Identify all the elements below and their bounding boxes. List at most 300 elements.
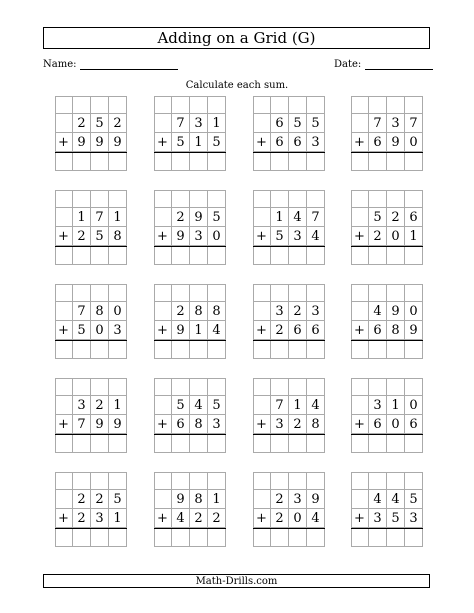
- grid-cell[interactable]: [91, 378, 109, 396]
- problem-8: [351, 190, 423, 265]
- answer-cell[interactable]: [109, 340, 127, 359]
- grid-cell[interactable]: [91, 190, 109, 208]
- problem-14: [154, 378, 226, 453]
- instructions: Calculate each sum.: [185, 80, 289, 91]
- answer-cell[interactable]: [369, 152, 387, 171]
- grid-cell[interactable]: [271, 96, 289, 114]
- answer-cell[interactable]: [405, 340, 423, 359]
- grid-cell[interactable]: [307, 190, 325, 208]
- problem-13: [55, 378, 127, 453]
- answer-cell[interactable]: [73, 434, 91, 453]
- grid-cell: [55, 302, 73, 321]
- top-digit: 8: [190, 490, 208, 509]
- answer-cell[interactable]: [369, 246, 387, 265]
- answer-cell[interactable]: [172, 340, 190, 359]
- answer-cell[interactable]: [351, 340, 369, 359]
- top-digit: 2: [73, 114, 91, 133]
- answer-cell[interactable]: [307, 528, 325, 547]
- problem-12: [351, 284, 423, 359]
- answer-cell[interactable]: [91, 340, 109, 359]
- grid-cell[interactable]: [289, 190, 307, 208]
- answer-cell[interactable]: [369, 434, 387, 453]
- grid-cell[interactable]: [208, 96, 226, 114]
- sum-line: [253, 340, 325, 341]
- answer-cell[interactable]: [405, 246, 423, 265]
- answer-cell[interactable]: [73, 340, 91, 359]
- answer-cell[interactable]: [172, 434, 190, 453]
- answer-cell[interactable]: [91, 434, 109, 453]
- name-line[interactable]: [80, 58, 178, 70]
- grid-cell[interactable]: [289, 472, 307, 490]
- top-digit: 9: [307, 490, 325, 509]
- bottom-digit: 5: [91, 227, 109, 246]
- answer-cell[interactable]: [172, 246, 190, 265]
- grid-cell[interactable]: [190, 472, 208, 490]
- bottom-digit: 3: [307, 133, 325, 152]
- grid-cell[interactable]: [190, 284, 208, 302]
- bottom-digit: 9: [109, 133, 127, 152]
- answer-cell[interactable]: [387, 528, 405, 547]
- plus-sign: +: [154, 133, 172, 152]
- answer-cell[interactable]: [91, 246, 109, 265]
- top-digit: 2: [172, 208, 190, 227]
- grid-cell[interactable]: [172, 96, 190, 114]
- bottom-digit: 3: [271, 415, 289, 434]
- answer-cell[interactable]: [271, 246, 289, 265]
- problem-18: [154, 472, 226, 547]
- grid-cell[interactable]: [109, 190, 127, 208]
- plus-sign: +: [55, 321, 73, 340]
- top-digit: 1: [208, 490, 226, 509]
- answer-cell[interactable]: [351, 528, 369, 547]
- top-digit: 3: [387, 114, 405, 133]
- answer-cell[interactable]: [172, 152, 190, 171]
- grid-cell[interactable]: [73, 284, 91, 302]
- bottom-digit: 1: [109, 509, 127, 528]
- plus-sign: +: [154, 509, 172, 528]
- top-digit: 7: [369, 114, 387, 133]
- plus-sign: +: [253, 321, 271, 340]
- grid-cell[interactable]: [73, 96, 91, 114]
- answer-cell[interactable]: [253, 246, 271, 265]
- bottom-digit: 0: [405, 133, 423, 152]
- grid-cell[interactable]: [253, 190, 271, 208]
- answer-cell[interactable]: [91, 152, 109, 171]
- grid-cell[interactable]: [253, 472, 271, 490]
- answer-cell[interactable]: [351, 246, 369, 265]
- answer-cell[interactable]: [55, 434, 73, 453]
- bottom-digit: 5: [208, 133, 226, 152]
- problem-2: [154, 96, 226, 171]
- grid-cell: [253, 490, 271, 509]
- grid-cell[interactable]: [91, 472, 109, 490]
- problem-3: [253, 96, 325, 171]
- bottom-digit: 0: [289, 509, 307, 528]
- answer-cell[interactable]: [369, 340, 387, 359]
- grid-cell[interactable]: [289, 378, 307, 396]
- plus-sign: +: [154, 415, 172, 434]
- answer-cell[interactable]: [154, 528, 172, 547]
- bottom-digit: 9: [73, 133, 91, 152]
- grid-cell[interactable]: [369, 472, 387, 490]
- answer-cell[interactable]: [73, 246, 91, 265]
- sum-line: [154, 246, 226, 247]
- answer-cell[interactable]: [154, 246, 172, 265]
- grid-cell[interactable]: [55, 190, 73, 208]
- grid-cell[interactable]: [387, 284, 405, 302]
- plus-sign: +: [351, 227, 369, 246]
- top-digit: 0: [109, 302, 127, 321]
- grid-cell[interactable]: [109, 284, 127, 302]
- bottom-digit: 2: [369, 227, 387, 246]
- plus-sign: +: [55, 227, 73, 246]
- answer-cell[interactable]: [208, 340, 226, 359]
- top-digit: 3: [271, 302, 289, 321]
- sum-line: [351, 152, 423, 153]
- grid-cell[interactable]: [351, 378, 369, 396]
- bottom-digit: 8: [190, 415, 208, 434]
- top-digit: 5: [91, 114, 109, 133]
- bottom-digit: 5: [387, 509, 405, 528]
- answer-cell[interactable]: [405, 528, 423, 547]
- answer-cell[interactable]: [190, 152, 208, 171]
- grid-cell[interactable]: [172, 284, 190, 302]
- bottom-digit: 9: [172, 227, 190, 246]
- grid-cell: [154, 490, 172, 509]
- sum-line: [253, 246, 325, 247]
- answer-cell[interactable]: [369, 528, 387, 547]
- grid-cell[interactable]: [405, 96, 423, 114]
- answer-cell[interactable]: [307, 434, 325, 453]
- grid-cell: [351, 396, 369, 415]
- answer-cell[interactable]: [109, 246, 127, 265]
- sum-line: [253, 528, 325, 529]
- problem-11: [253, 284, 325, 359]
- sum-line: [55, 434, 127, 435]
- top-digit: 3: [289, 490, 307, 509]
- top-digit: 6: [405, 208, 423, 227]
- bottom-digit: 6: [307, 321, 325, 340]
- grid-cell[interactable]: [271, 472, 289, 490]
- grid-cell[interactable]: [369, 96, 387, 114]
- top-digit: 4: [387, 490, 405, 509]
- plus-sign: +: [154, 227, 172, 246]
- problem-16: [351, 378, 423, 453]
- bottom-digit: 9: [172, 321, 190, 340]
- sum-line: [55, 528, 127, 529]
- grid-cell[interactable]: [154, 378, 172, 396]
- footer: Math-Drills.com: [43, 574, 430, 588]
- date-field: [334, 58, 433, 70]
- name-label: Name:: [43, 59, 77, 70]
- bottom-digit: 1: [190, 321, 208, 340]
- top-digit: 2: [271, 490, 289, 509]
- bottom-digit: 0: [387, 415, 405, 434]
- answer-cell[interactable]: [271, 340, 289, 359]
- grid-cell[interactable]: [307, 378, 325, 396]
- answer-cell[interactable]: [190, 528, 208, 547]
- top-digit: 7: [172, 114, 190, 133]
- problem-5: [55, 190, 127, 265]
- bottom-digit: 1: [405, 227, 423, 246]
- bottom-digit: 6: [172, 415, 190, 434]
- top-digit: 6: [271, 114, 289, 133]
- plus-sign: +: [351, 321, 369, 340]
- bottom-digit: 2: [190, 509, 208, 528]
- grid-cell[interactable]: [289, 284, 307, 302]
- bottom-digit: 6: [405, 415, 423, 434]
- answer-cell[interactable]: [208, 434, 226, 453]
- bottom-digit: 3: [405, 509, 423, 528]
- grid-cell[interactable]: [387, 96, 405, 114]
- grid-cell[interactable]: [55, 472, 73, 490]
- answer-cell[interactable]: [253, 340, 271, 359]
- grid-cell[interactable]: [91, 96, 109, 114]
- worksheet-title: Adding on a Grid (G): [43, 27, 430, 49]
- grid-cell: [55, 208, 73, 227]
- name-field: [43, 58, 178, 70]
- grid-cell[interactable]: [208, 378, 226, 396]
- top-digit: 2: [73, 490, 91, 509]
- grid-cell[interactable]: [369, 284, 387, 302]
- grid-cell[interactable]: [289, 96, 307, 114]
- top-digit: 1: [271, 208, 289, 227]
- grid-cell[interactable]: [55, 284, 73, 302]
- bottom-digit: 5: [73, 321, 91, 340]
- grid-cell[interactable]: [73, 190, 91, 208]
- grid-cell[interactable]: [405, 190, 423, 208]
- bottom-digit: 4: [208, 321, 226, 340]
- grid-cell: [351, 490, 369, 509]
- problem-7: [253, 190, 325, 265]
- bottom-digit: 6: [369, 321, 387, 340]
- answer-cell[interactable]: [387, 340, 405, 359]
- top-digit: 2: [172, 302, 190, 321]
- grid-cell[interactable]: [253, 378, 271, 396]
- top-digit: 9: [387, 302, 405, 321]
- bottom-digit: 2: [73, 227, 91, 246]
- problem-1: [55, 96, 127, 171]
- answer-cell[interactable]: [351, 152, 369, 171]
- answer-cell[interactable]: [307, 246, 325, 265]
- answer-cell[interactable]: [271, 434, 289, 453]
- answer-cell[interactable]: [109, 152, 127, 171]
- answer-cell[interactable]: [307, 340, 325, 359]
- answer-cell[interactable]: [271, 152, 289, 171]
- sum-line: [154, 528, 226, 529]
- bottom-digit: 5: [271, 227, 289, 246]
- sum-line: [55, 340, 127, 341]
- answer-cell[interactable]: [307, 152, 325, 171]
- top-digit: 1: [208, 114, 226, 133]
- answer-cell[interactable]: [289, 340, 307, 359]
- answer-cell[interactable]: [405, 152, 423, 171]
- top-digit: 4: [369, 302, 387, 321]
- grid-cell[interactable]: [208, 284, 226, 302]
- answer-cell[interactable]: [208, 246, 226, 265]
- grid-cell: [55, 396, 73, 415]
- grid-cell[interactable]: [154, 472, 172, 490]
- grid-cell[interactable]: [271, 190, 289, 208]
- bottom-digit: 2: [271, 509, 289, 528]
- grid-cell[interactable]: [109, 472, 127, 490]
- grid-cell[interactable]: [91, 284, 109, 302]
- answer-cell[interactable]: [55, 528, 73, 547]
- answer-cell[interactable]: [172, 528, 190, 547]
- plus-sign: +: [253, 227, 271, 246]
- grid-cell[interactable]: [351, 284, 369, 302]
- bottom-digit: 8: [387, 321, 405, 340]
- answer-cell[interactable]: [109, 528, 127, 547]
- grid-cell[interactable]: [190, 96, 208, 114]
- bottom-digit: 6: [369, 415, 387, 434]
- answer-cell[interactable]: [91, 528, 109, 547]
- top-digit: 5: [289, 114, 307, 133]
- sum-line: [253, 152, 325, 153]
- answer-cell[interactable]: [55, 152, 73, 171]
- grid-cell[interactable]: [73, 472, 91, 490]
- grid-cell[interactable]: [369, 378, 387, 396]
- grid-cell[interactable]: [351, 472, 369, 490]
- answer-cell[interactable]: [73, 528, 91, 547]
- bottom-digit: 8: [109, 227, 127, 246]
- grid-cell[interactable]: [190, 378, 208, 396]
- grid-cell: [253, 114, 271, 133]
- top-digit: 7: [271, 396, 289, 415]
- answer-cell[interactable]: [190, 340, 208, 359]
- grid-cell[interactable]: [387, 472, 405, 490]
- top-digit: 5: [369, 208, 387, 227]
- grid-cell[interactable]: [369, 190, 387, 208]
- answer-cell[interactable]: [271, 528, 289, 547]
- grid-cell[interactable]: [351, 96, 369, 114]
- grid-cell[interactable]: [208, 190, 226, 208]
- problem-9: [55, 284, 127, 359]
- sum-line: [351, 246, 423, 247]
- answer-cell[interactable]: [109, 434, 127, 453]
- sum-line: [351, 434, 423, 435]
- answer-cell[interactable]: [289, 528, 307, 547]
- answer-cell[interactable]: [387, 246, 405, 265]
- grid-cell[interactable]: [253, 96, 271, 114]
- top-digit: 1: [109, 208, 127, 227]
- top-digit: 2: [91, 490, 109, 509]
- grid-cell: [351, 302, 369, 321]
- answer-cell[interactable]: [289, 434, 307, 453]
- top-digit: 4: [369, 490, 387, 509]
- grid-cell[interactable]: [109, 96, 127, 114]
- answer-cell[interactable]: [253, 434, 271, 453]
- date-label: Date:: [334, 59, 362, 70]
- grid-cell[interactable]: [307, 96, 325, 114]
- answer-cell[interactable]: [190, 434, 208, 453]
- grid-cell[interactable]: [351, 190, 369, 208]
- bottom-digit: 6: [289, 133, 307, 152]
- top-digit: 8: [208, 302, 226, 321]
- grid-cell[interactable]: [172, 378, 190, 396]
- grid-cell[interactable]: [154, 96, 172, 114]
- bottom-digit: 3: [91, 509, 109, 528]
- grid-cell: [154, 302, 172, 321]
- grid-cell[interactable]: [405, 284, 423, 302]
- plus-sign: +: [154, 321, 172, 340]
- bottom-digit: 6: [369, 133, 387, 152]
- grid-cell[interactable]: [307, 472, 325, 490]
- grid-cell[interactable]: [387, 378, 405, 396]
- grid-cell[interactable]: [172, 190, 190, 208]
- answer-cell[interactable]: [154, 434, 172, 453]
- grid-cell[interactable]: [307, 284, 325, 302]
- grid-cell[interactable]: [73, 378, 91, 396]
- answer-cell[interactable]: [253, 528, 271, 547]
- sum-line: [253, 434, 325, 435]
- grid-cell[interactable]: [405, 472, 423, 490]
- top-digit: 2: [91, 396, 109, 415]
- plus-sign: +: [351, 133, 369, 152]
- answer-cell[interactable]: [351, 434, 369, 453]
- grid-cell[interactable]: [253, 284, 271, 302]
- top-digit: 0: [405, 302, 423, 321]
- top-digit: 5: [208, 396, 226, 415]
- answer-cell[interactable]: [387, 152, 405, 171]
- answer-cell[interactable]: [387, 434, 405, 453]
- bottom-digit: 3: [289, 227, 307, 246]
- answer-cell[interactable]: [73, 152, 91, 171]
- grid-cell[interactable]: [190, 190, 208, 208]
- grid-cell[interactable]: [172, 472, 190, 490]
- bottom-digit: 3: [208, 415, 226, 434]
- answer-cell[interactable]: [154, 340, 172, 359]
- sum-line: [154, 152, 226, 153]
- grid-cell[interactable]: [55, 378, 73, 396]
- answer-cell[interactable]: [154, 152, 172, 171]
- grid-cell: [351, 208, 369, 227]
- answer-cell[interactable]: [190, 246, 208, 265]
- answer-cell[interactable]: [55, 246, 73, 265]
- answer-cell[interactable]: [208, 528, 226, 547]
- grid-cell[interactable]: [271, 284, 289, 302]
- bottom-digit: 0: [387, 227, 405, 246]
- top-digit: 7: [307, 208, 325, 227]
- grid-cell[interactable]: [154, 190, 172, 208]
- bottom-digit: 8: [307, 415, 325, 434]
- grid-cell[interactable]: [109, 378, 127, 396]
- answer-cell[interactable]: [55, 340, 73, 359]
- top-digit: 3: [369, 396, 387, 415]
- grid-cell[interactable]: [55, 96, 73, 114]
- answer-cell[interactable]: [405, 434, 423, 453]
- bottom-digit: 9: [405, 321, 423, 340]
- plus-sign: +: [351, 415, 369, 434]
- answer-cell[interactable]: [289, 246, 307, 265]
- grid-cell[interactable]: [271, 378, 289, 396]
- top-digit: 5: [172, 396, 190, 415]
- top-digit: 3: [307, 302, 325, 321]
- bottom-digit: 4: [307, 227, 325, 246]
- answer-cell[interactable]: [208, 152, 226, 171]
- top-digit: 2: [289, 302, 307, 321]
- plus-sign: +: [253, 133, 271, 152]
- grid-cell[interactable]: [387, 190, 405, 208]
- answer-cell[interactable]: [253, 152, 271, 171]
- date-line[interactable]: [365, 58, 433, 70]
- answer-cell[interactable]: [289, 152, 307, 171]
- grid-cell[interactable]: [154, 284, 172, 302]
- grid-cell[interactable]: [405, 378, 423, 396]
- top-digit: 5: [109, 490, 127, 509]
- grid-cell[interactable]: [208, 472, 226, 490]
- top-digit: 7: [91, 208, 109, 227]
